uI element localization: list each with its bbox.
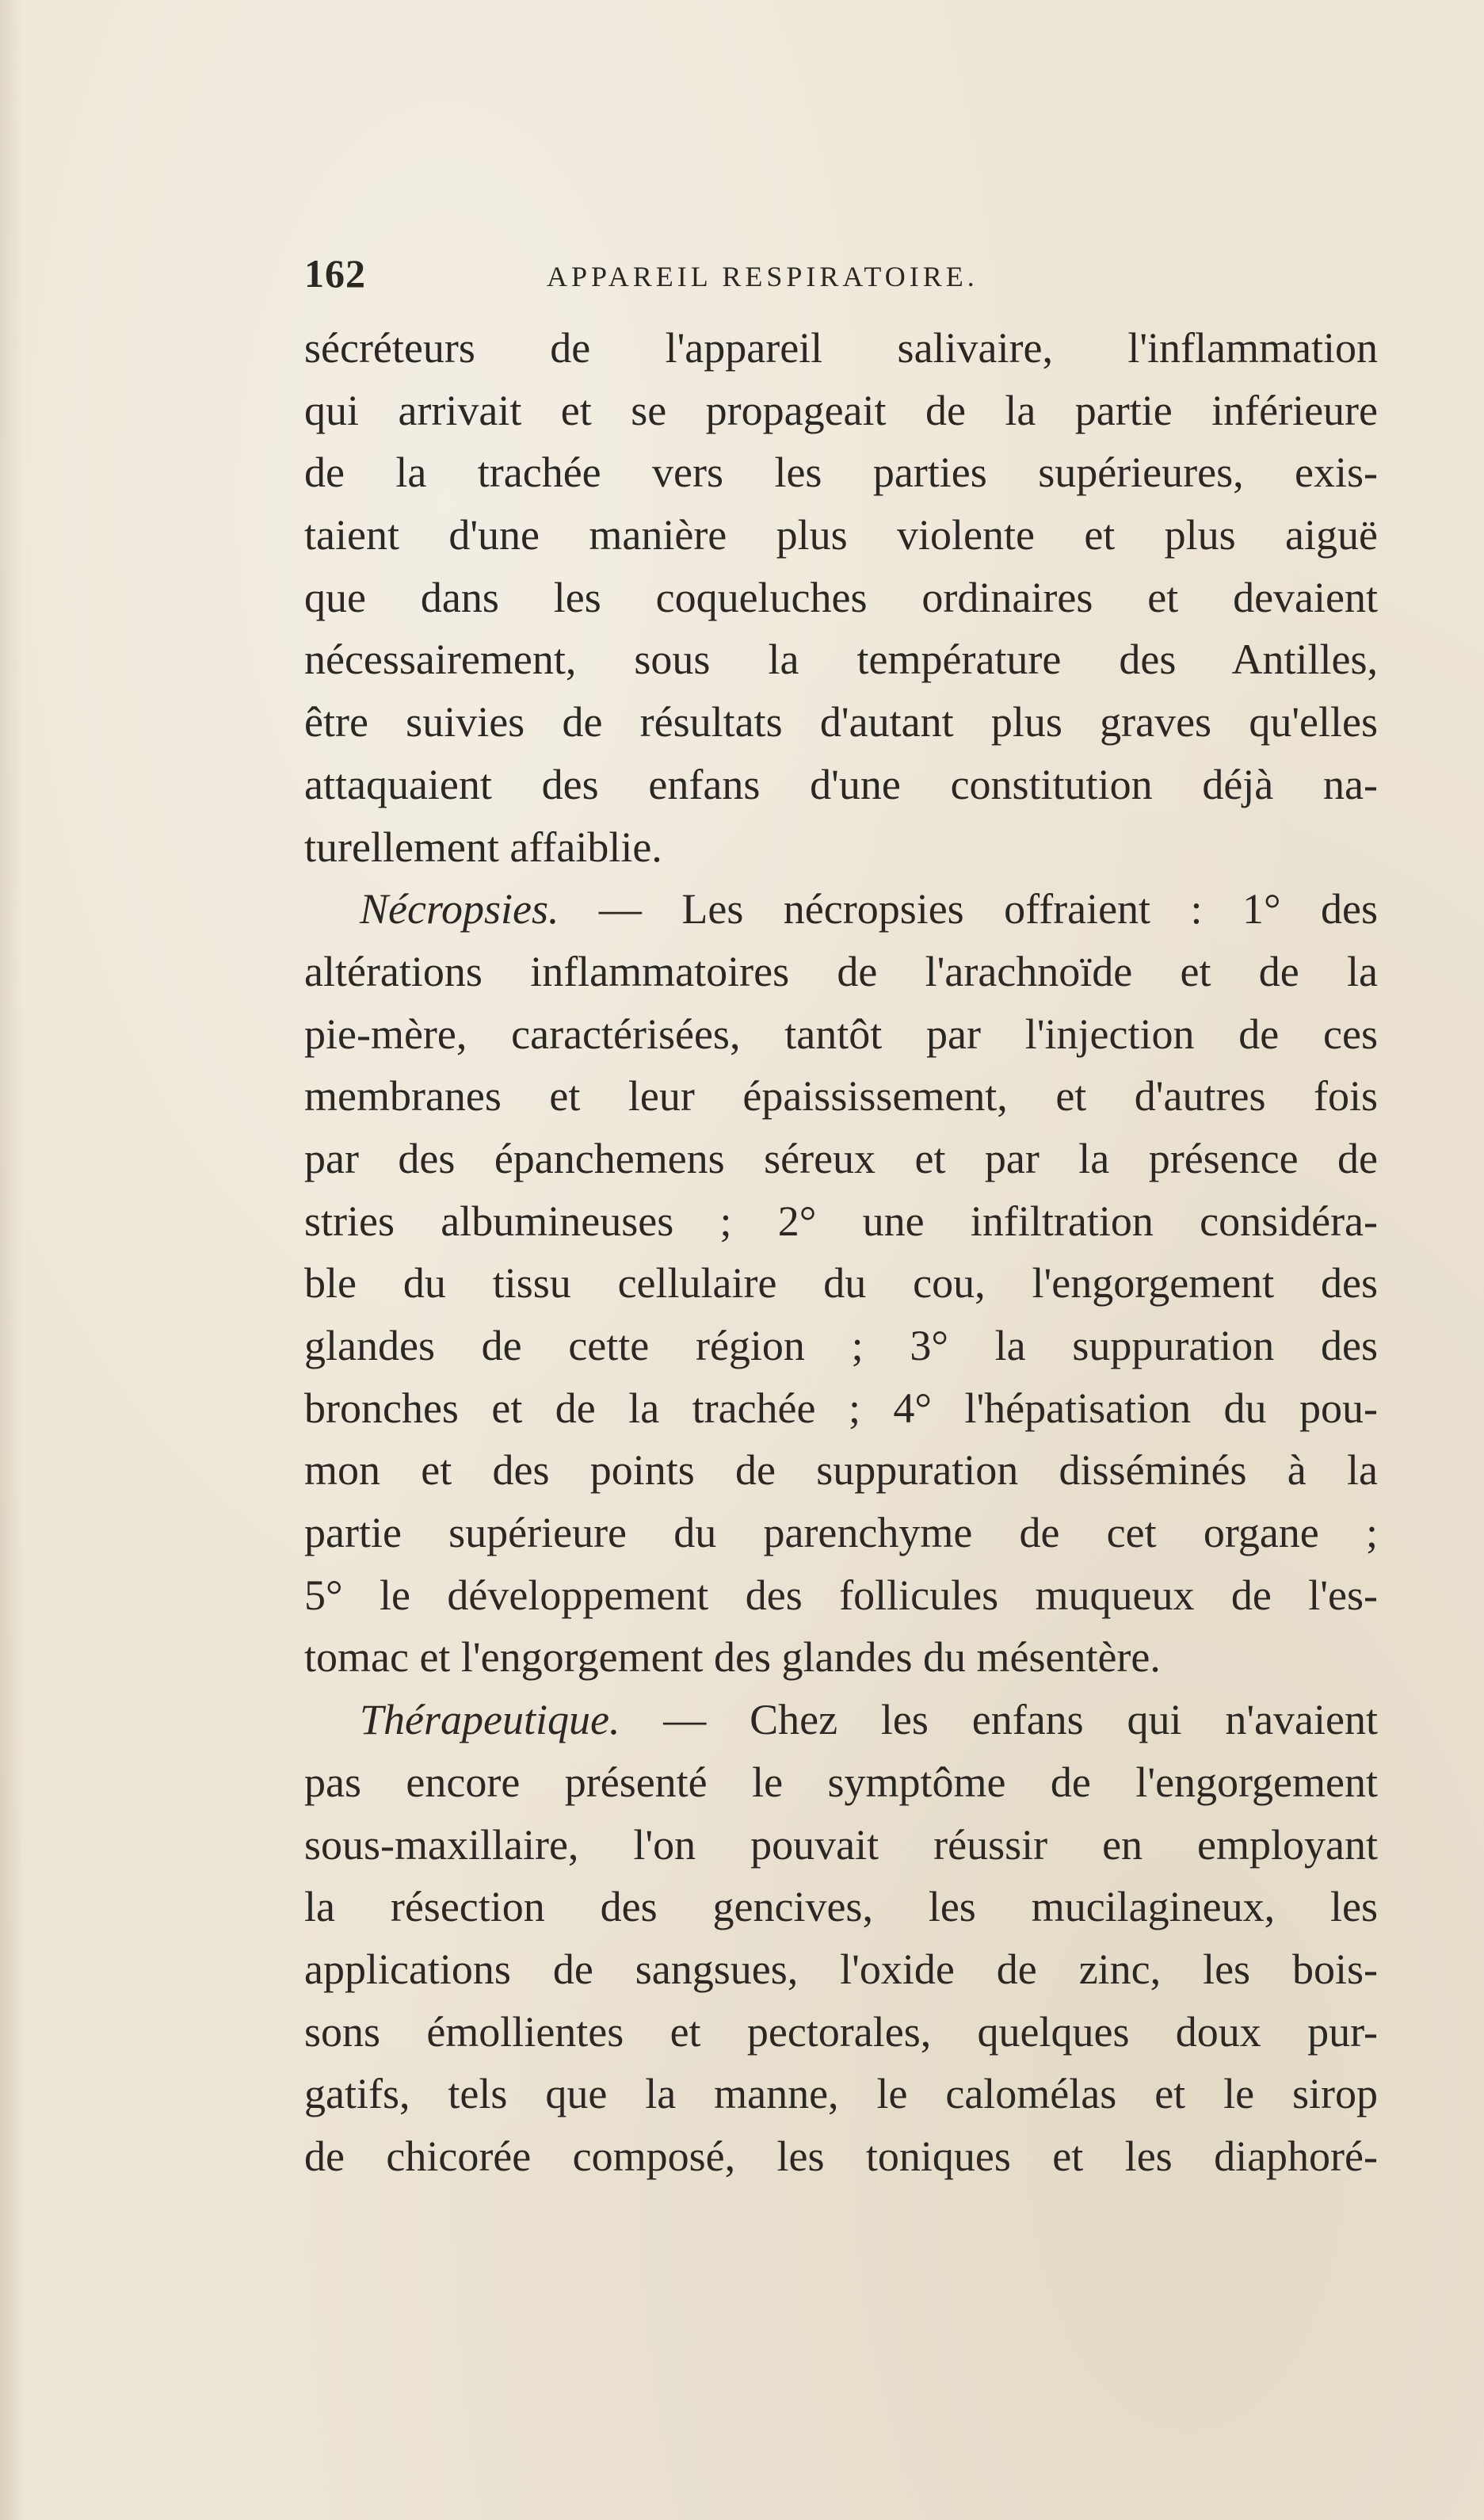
running-title: APPAREIL RESPIRATOIRE. bbox=[547, 261, 979, 292]
text-line: turellement affaiblie. bbox=[304, 823, 662, 871]
text-line: sons émollientes et pectorales, quelques doux pur- bbox=[304, 2007, 1378, 2056]
text-line: la résection des gencives, les mucilagineux, les bbox=[304, 1883, 1378, 1931]
text-line: taient d'une manière plus violente et plus aiguë bbox=[304, 511, 1378, 559]
text-line: Nécropsies. — Les nécropsies offraient : 1° des bbox=[360, 885, 1378, 934]
text-line: attaquaient des enfans d'une constitution déjà na- bbox=[304, 760, 1378, 808]
text-line: tomac et l'engorgement des glandes du mésentère. bbox=[304, 1633, 1161, 1682]
text-line: mon et des points de suppuration disséminés à la bbox=[304, 1446, 1378, 1495]
text-line: 5° le développement des follicules muqueux de l'es- bbox=[304, 1571, 1378, 1619]
text-line: stries albumineuses ; 2° une infiltration considéra- bbox=[304, 1197, 1378, 1245]
text-line: nécessairement, sous la température des Antilles, bbox=[304, 636, 1378, 684]
text-line: sous-maxillaire, l'on pouvait réussir en employant bbox=[304, 1820, 1378, 1869]
text-line: partie supérieure du parenchyme de cet organe ; bbox=[304, 1509, 1378, 1557]
page-number: 162 bbox=[304, 251, 366, 296]
text-line: qui arrivait et se propageait de la partie inférieure bbox=[304, 386, 1378, 434]
text-line: pas encore présenté le symptôme de l'engorgement bbox=[304, 1758, 1378, 1806]
text-line: Thérapeutique. — Chez les enfans qui n'avaient bbox=[360, 1696, 1378, 1744]
text-line: membranes et leur épaississement, et d'autres fois bbox=[304, 1072, 1378, 1121]
section-heading-therapeutique: Thérapeutique. bbox=[360, 1696, 620, 1744]
text-line: que dans les coqueluches ordinaires et devaient bbox=[304, 573, 1378, 621]
text-line: sécréteurs de l'appareil salivaire, l'inflammation bbox=[304, 324, 1378, 372]
section-heading-necropsies: Nécropsies. bbox=[360, 885, 559, 934]
text-line: bronches et de la trachée ; 4° l'hépatisation du pou- bbox=[304, 1384, 1378, 1432]
text-line: altérations inflammatoires de l'arachnoïde et de la bbox=[304, 947, 1378, 995]
text-line: glandes de cette région ; 3° la suppuration des bbox=[304, 1322, 1378, 1369]
body-text bbox=[304, 317, 1378, 2188]
text-line: par des épanchemens séreux et par la présence de bbox=[304, 1134, 1378, 1182]
text-line: applications de sangsues, l'oxide de zinc, les bois- bbox=[304, 1945, 1378, 1993]
page-header bbox=[304, 250, 1378, 306]
text-line: de chicorée composé, les toniques et les diaphoré- bbox=[304, 2132, 1378, 2180]
text-line: de la trachée vers les parties supérieures, exis- bbox=[304, 449, 1378, 497]
text-line: ble du tissu cellulaire du cou, l'engorgement des bbox=[304, 1259, 1378, 1308]
text-line: pie-mère, caractérisées, tantôt par l'injection de ces bbox=[304, 1010, 1378, 1058]
text-line: gatifs, tels que la manne, le calomélas et le sirop bbox=[304, 2070, 1378, 2118]
text-line: être suivies de résultats d'autant plus graves qu'elles bbox=[304, 698, 1378, 746]
